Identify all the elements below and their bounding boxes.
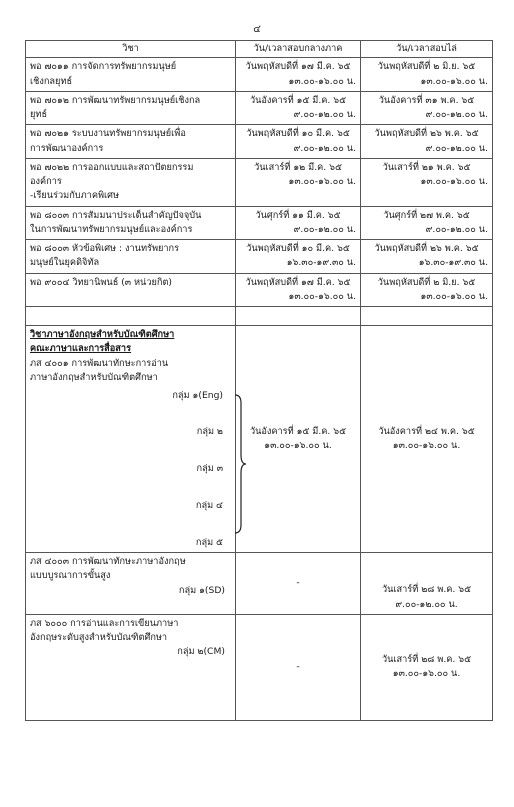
english-heading: วิชาภาษาอังกฤษสำหรับบัณฑิตศึกษา <box>30 329 175 340</box>
english-course-cell <box>26 326 236 553</box>
midterm-datetime-line: วันเสาร์ที่ ๑๒ มี.ค. ๖๕ <box>254 161 342 173</box>
final-datetime <box>361 125 493 159</box>
midterm-datetime-line: วันพฤหัสบดีที่ ๑๐ มี.ค. ๖๕ <box>246 243 350 254</box>
course-subject <box>26 240 236 274</box>
faculty-heading: คณะภาษาและการสื่อสาร <box>30 343 132 355</box>
final-date: วันเสาร์ที่ ๒๘ พ.ค. ๖๕ <box>381 653 472 665</box>
english-course-cell <box>26 553 236 615</box>
midterm-datetime-line: ๑๖.๓๐-๑๙.๓๐ น. <box>286 257 356 269</box>
course-title: อังกฤษระดับสูงสำหรับบัณฑิตศึกษา <box>30 632 168 643</box>
course-subject-line: มนุษย์ในยุคดิจิทัล <box>30 257 100 269</box>
course-subject-line: พอ ๘๐๐๓ การสัมมนาประเด็นสำคัญปัจจุบัน <box>30 209 202 221</box>
final-datetime <box>361 158 493 206</box>
course-subject-line: พอ ๗๐๒๑ ระบบงานทรัพยากรมนุษย์เพื่อ <box>30 128 186 140</box>
final-datetime-line: วันพฤหัสบดีที่ ๒ มิ.ย. ๖๕ <box>377 61 476 73</box>
midterm-datetime-line: ๙.๐๐-๑๒.๐๐ น. <box>293 142 356 154</box>
final-datetime-line: วันศุกร์ที่ ๒๗ พ.ค. ๖๕ <box>383 209 470 221</box>
final-datetime <box>361 240 493 274</box>
english-final-cell <box>361 614 493 720</box>
midterm-datetime-line: วันพฤหัสบดีที่ ๑๗ มี.ค. ๖๕ <box>245 276 351 288</box>
final-datetime-line: ๑๓.๐๐-๑๖.๐๐ น. <box>420 75 488 87</box>
exam-schedule-table <box>25 40 493 721</box>
final-datetime <box>361 91 493 125</box>
midterm-datetime-line: ๙.๐๐-๑๒.๐๐ น. <box>293 109 356 120</box>
final-datetime-line: ๙.๐๐-๑๒.๐๐ น. <box>425 142 488 154</box>
course-subject-line: ในการพัฒนาทรัพยากรมนุษย์และองค์การ <box>30 223 193 235</box>
midterm-datetime <box>236 158 361 206</box>
course-subject <box>26 125 236 159</box>
table-header-row <box>26 41 493 58</box>
midterm-datetime-line: ๑๓.๐๐-๑๖.๐๐ น. <box>288 176 356 187</box>
english-final-cell <box>361 326 493 553</box>
table-row <box>26 206 493 240</box>
header-subject: วิชา <box>26 41 236 58</box>
course-subject-line: การพัฒนาองค์การ <box>30 142 104 154</box>
final-datetime-line: วันพฤหัสบดีที่ ๒๖ พ.ค. ๖๕ <box>374 128 479 140</box>
course-subject-line: พอ ๗๐๑๒ การพัฒนาทรัพยากรมนุษย์เชิงกล <box>30 94 201 106</box>
header-final: วัน/เวลาสอบไล่ <box>361 41 493 58</box>
page-number: ๔ <box>253 24 261 35</box>
final-date: วันอังคารที่ ๒๔ พ.ค. ๖๕ <box>378 425 475 437</box>
group-label: กลุ่ม ๑(SD) <box>178 584 225 596</box>
final-date: วันเสาร์ที่ ๒๘ พ.ค. ๖๕ <box>381 584 472 596</box>
course-subject <box>26 273 236 307</box>
course-subject-line: พอ ๘๐๐๓ หัวข้อพิเศษ : งานทรัพยากร <box>30 243 180 254</box>
midterm-datetime-line: ๙.๐๐-๑๒.๐๐ น. <box>293 223 356 235</box>
english-midterm-cell: - <box>236 553 361 615</box>
midterm-datetime-line: วันอังคารที่ ๑๕ มี.ค. ๖๕ <box>249 94 347 106</box>
group-label: กลุ่ม ๔ <box>195 500 223 511</box>
course-subject <box>26 91 236 125</box>
english-course-row <box>26 553 493 615</box>
english-course-cell <box>26 614 236 720</box>
midterm-datetime <box>236 273 361 307</box>
midterm-datetime-line: ๑๓.๐๐-๑๖.๐๐ น. <box>288 290 356 302</box>
midterm-datetime <box>236 206 361 240</box>
table-row <box>26 273 493 307</box>
table-row <box>26 240 493 274</box>
midterm-datetime-line: ๑๓.๐๐-๑๖.๐๐ น. <box>288 75 356 87</box>
midterm-time: ๑๓.๐๐-๑๖.๐๐ น. <box>264 440 332 451</box>
midterm-datetime <box>236 125 361 159</box>
group-label: กลุ่ม ๕ <box>195 537 223 548</box>
english-midterm-cell: - <box>236 614 361 720</box>
group-label: กลุ่ม ๒ <box>196 426 223 437</box>
midterm-datetime <box>236 91 361 125</box>
final-datetime-line: วันพฤหัสบดีที่ ๒๖ พ.ค. ๖๕ <box>374 243 479 254</box>
table-row <box>26 91 493 125</box>
final-datetime-line: ๑๖.๓๐-๑๙.๓๐ น. <box>418 257 488 269</box>
final-datetime-line: ๑๓.๐๐-๑๖.๐๐ น. <box>420 290 488 302</box>
course-subject <box>26 58 236 92</box>
table-row <box>26 125 493 159</box>
course-subject <box>26 158 236 206</box>
final-datetime <box>361 273 493 307</box>
course-rows <box>26 58 493 307</box>
course-title: ภส ๔๐๐๑ การพัฒนาทักษะการอ่าน <box>30 357 169 369</box>
table-row <box>26 58 493 92</box>
english-course-row <box>26 326 493 553</box>
group-list <box>30 389 231 552</box>
course-subject-line: -เรียนร่วมกับภาคพิเศษ <box>30 190 120 202</box>
final-datetime-line: วันอังคารที่ ๓๑ พ.ค. ๖๕ <box>378 94 475 106</box>
group-label: กลุ่ม ๓ <box>196 463 223 474</box>
midterm-datetime <box>236 240 361 274</box>
group-label: กลุ่ม ๒(CM) <box>177 646 225 658</box>
course-title: แบบบูรณาการขั้นสูง <box>30 570 111 582</box>
final-datetime-line: ๙.๐๐-๑๒.๐๐ น. <box>425 223 488 235</box>
course-title: ภาษาอังกฤษสำหรับบัณฑิตศึกษา <box>30 371 158 383</box>
course-subject-line: เชิงกลยุทธ์ <box>30 75 73 87</box>
course-subject <box>26 206 236 240</box>
course-title: ภส ๖๐๐๐ การอ่านและการเขียนภาษา <box>30 617 179 629</box>
course-title: ภส ๔๐๐๓ การพัฒนาทักษะภาษาอังกฤษ <box>30 556 186 567</box>
course-subject-line: พอ ๗๐๑๑ การจัดการทรัพยากรมนุษย์ <box>30 61 177 73</box>
course-subject-line: องค์การ <box>30 176 62 187</box>
table-row <box>26 158 493 206</box>
group-label: กลุ่ม ๑(Eng) <box>172 390 223 401</box>
midterm-datetime <box>236 58 361 92</box>
midterm-datetime-line: วันศุกร์ที่ ๑๑ มี.ค. ๖๕ <box>255 209 341 221</box>
final-datetime-line: ๙.๐๐-๑๒.๐๐ น. <box>425 109 488 120</box>
final-datetime-line: ๑๓.๐๐-๑๖.๐๐ น. <box>420 176 488 187</box>
course-subject-line: ยุทธ์ <box>30 109 48 120</box>
final-datetime-line: วันพฤหัสบดีที่ ๒ มิ.ย. ๖๕ <box>377 276 476 288</box>
final-time: ๙.๐๐-๑๒.๐๐ น. <box>395 598 458 610</box>
final-datetime <box>361 58 493 92</box>
course-subject-line: พอ ๙๐๐๔ วิทยานิพนธ์ (๓ หน่วยกิต) <box>30 276 172 288</box>
spacer-row <box>26 307 493 326</box>
midterm-datetime-line: วันพฤหัสบดีที่ ๑๐ มี.ค. ๖๕ <box>246 128 350 140</box>
english-final-cell <box>361 553 493 615</box>
header-midterm: วัน/เวลาสอบกลางภาค <box>236 41 361 58</box>
final-time: ๑๓.๐๐-๑๖.๐๐ น. <box>392 440 461 451</box>
final-time: ๑๓.๐๐-๑๖.๐๐ น. <box>392 668 461 680</box>
curly-brace-icon <box>233 393 247 535</box>
midterm-datetime-line: วันพฤหัสบดีที่ ๑๗ มี.ค. ๖๕ <box>245 61 351 73</box>
course-subject-line: พอ ๗๐๒๒ การออกแบบและสถาปัตยกรรม <box>30 161 194 173</box>
final-datetime-line: วันเสาร์ที่ ๒๑ พ.ค. ๖๕ <box>382 161 471 173</box>
final-datetime <box>361 206 493 240</box>
english-course-row <box>26 614 493 720</box>
midterm-date: วันอังคารที่ ๑๕ มี.ค. ๖๕ <box>249 425 347 437</box>
english-midterm-cell <box>236 326 361 553</box>
